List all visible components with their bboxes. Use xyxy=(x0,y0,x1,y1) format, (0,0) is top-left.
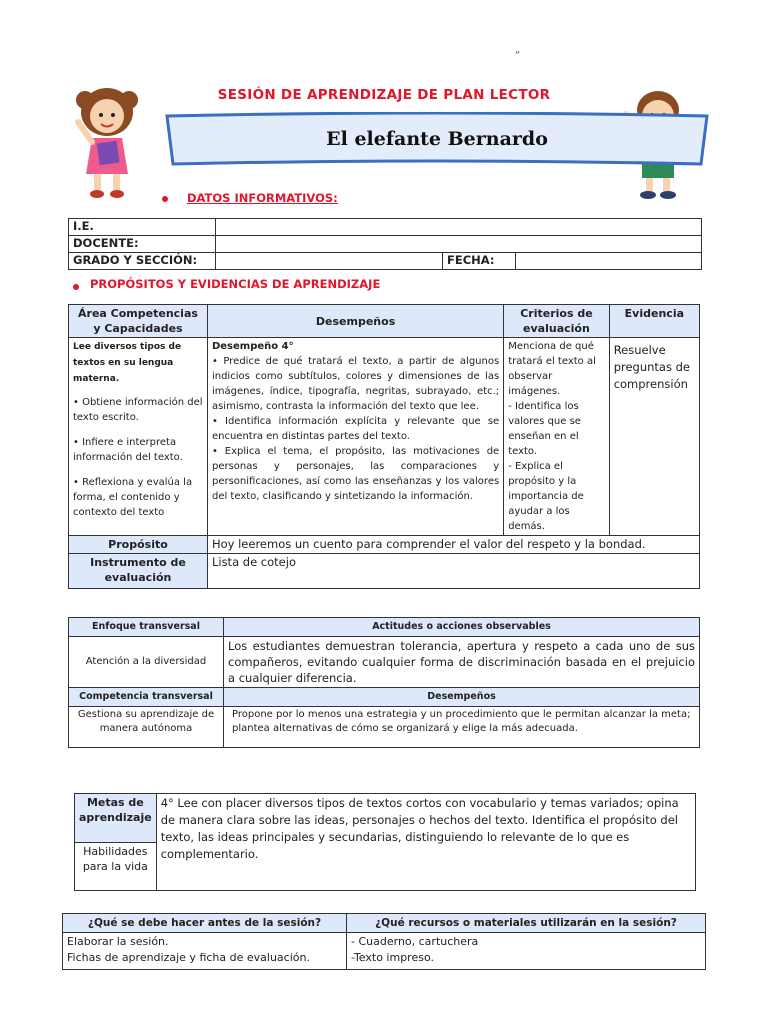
col-evidencia-header: Evidencia xyxy=(609,305,699,338)
recursos-item: -Texto impreso. xyxy=(351,951,434,964)
desempeno-item: • Predice de qué tratará el texto, a partir de algunos indicios como subtítulos, colores y dimensiones de las imágenes, índice, tipografía, negritas, subrayado, etc.; asimismo, contrasta la información del texto que lee. xyxy=(211,356,500,412)
desempenos-transversal-value: Propone por lo menos una estrategia y un procedimiento que le permitan alcanzar la meta; plantea alternativas de cómo se organizará y elige la más adecuada. xyxy=(224,707,700,748)
col-enfoque-header: Enfoque transversal xyxy=(69,618,224,637)
col-desempenos-header: Desempeños xyxy=(207,305,503,338)
propositos-heading: PROPÓSITOS Y EVIDENCIAS DE APRENDIZAJE xyxy=(90,277,381,291)
col-recursos-header: ¿Qué recursos o materiales utilizarán en la sesión? xyxy=(347,914,706,933)
enfoque-table xyxy=(68,617,700,748)
desempeno-title: Desempeño 4° xyxy=(211,341,294,352)
instrumento-label: Instrumento de evaluación xyxy=(69,554,208,589)
propositos-table xyxy=(68,304,700,589)
recursos-item: - Cuaderno, cartuchera xyxy=(351,935,479,948)
ie-field[interactable] xyxy=(216,219,702,236)
grado-label: GRADO Y SECCIÓN: xyxy=(69,253,216,270)
antes-item: Fichas de aprendizaje y ficha de evaluación. xyxy=(67,951,310,964)
habilidades-label: Habilidades para la vida xyxy=(75,842,157,891)
col-desempenos-transversal-header: Desempeños xyxy=(224,688,700,707)
metas-label: Metas de aprendizaje xyxy=(75,794,157,843)
actitudes-value: Los estudiantes demuestran tolerancia, apertura y respeto a cada uno de sus compañeros, evitando cualquier forma de discriminación basada en el prejuicio a cualquier diferencia. xyxy=(224,637,700,688)
competencia-text: Lee diversos tipos de textos en su lengua materna. xyxy=(73,342,182,384)
metas-table xyxy=(74,793,696,891)
criterios-cell: Menciona de qué tratará el texto al observar imágenes. - Identifica los valores que se enseñan en el texto. - Explica el propósito y la importancia de ayudar a los demás. xyxy=(504,338,610,536)
recursos-cell xyxy=(347,933,706,970)
capacidad-item: • Obtiene información del texto escrito. xyxy=(73,397,203,423)
fecha-field[interactable] xyxy=(516,253,702,270)
proposito-label: Propósito xyxy=(69,536,208,554)
capacidad-item: • Reflexiona y evalúa la forma, el contenido y contexto del texto xyxy=(73,477,193,518)
grado-field[interactable] xyxy=(216,253,443,270)
desempeno-item: • Explica el tema, el propósito, las motivaciones de personas y personajes, las comparaciones y personificaciones, así como las enseñanzas y los valores del texto, clasificando y sintetizando la información. xyxy=(211,446,500,502)
bullet-icon xyxy=(162,196,168,202)
session-title: SESIÓN DE APRENDIZAJE DE PLAN LECTOR xyxy=(217,87,551,103)
docente-field[interactable] xyxy=(216,236,702,253)
antes-cell xyxy=(63,933,347,970)
col-antes-header: ¿Qué se debe hacer antes de la sesión? xyxy=(63,914,347,933)
docente-label: DOCENTE: xyxy=(69,236,216,253)
enfoque-value: Atención a la diversidad xyxy=(69,637,224,688)
datos-heading: DATOS INFORMATIVOS: xyxy=(187,191,338,205)
evidencia-cell: Resuelve preguntas de comprensión xyxy=(609,338,699,536)
proposito-value: Hoy leeremos un cuento para comprender el valor del respeto y la bondad. xyxy=(207,536,699,554)
col-competencia-header: Competencia transversal xyxy=(69,688,224,707)
desempeno-item: • Identifica información explícita y relevante que se encuentra en distintas partes del texto. xyxy=(211,416,500,442)
area-cell xyxy=(69,338,208,536)
competencia-transversal-value: Gestiona su aprendizaje de manera autónoma xyxy=(69,707,224,748)
instrumento-value: Lista de cotejo xyxy=(207,554,699,589)
desempenos-cell xyxy=(207,338,503,536)
top-quote-mark: “ xyxy=(515,50,521,61)
antes-item: Elaborar la sesión. xyxy=(67,935,169,948)
datos-table xyxy=(68,218,702,270)
story-title: El elefante Bernardo xyxy=(326,128,548,150)
antes-table xyxy=(62,913,706,970)
fecha-label: FECHA: xyxy=(443,253,516,270)
bullet-icon xyxy=(73,284,79,290)
col-criterios-header: Criterios de evaluación xyxy=(504,305,610,338)
capacidad-item: • Infiere e interpreta información del texto. xyxy=(73,437,183,463)
ie-label: I.E. xyxy=(69,219,216,236)
col-actitudes-header: Actitudes o acciones observables xyxy=(224,618,700,637)
metas-value: 4° Lee con placer diversos tipos de textos cortos con vocabulario y temas variados; opina de manera clara sobre las ideas, personajes o hechos del texto. Identifica el propósito del texto, las ideas principales y secundarias, distinguiendo lo relevante de lo que es complementario. xyxy=(156,794,695,891)
col-area-header: Área Competencias y Capacidades xyxy=(69,305,208,338)
